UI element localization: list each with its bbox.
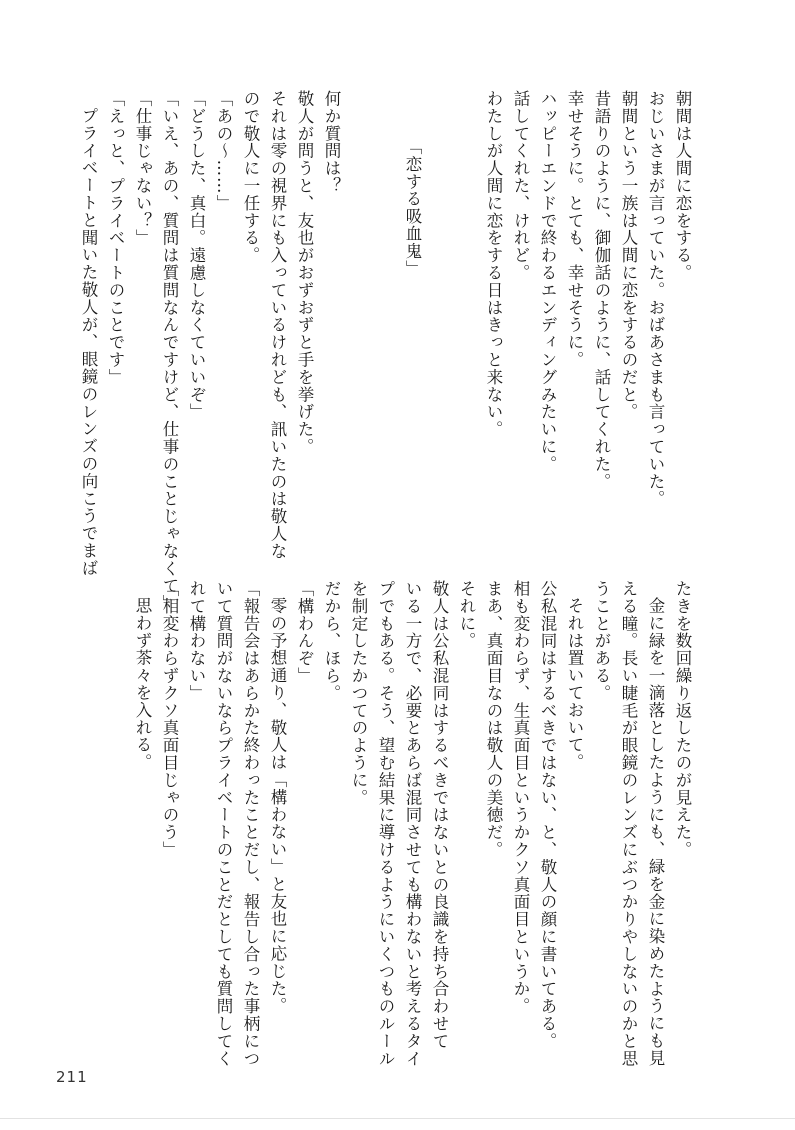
dialogue-line: 「いえ、あの、質問は質問なんですけど、仕事のことじゃなくて」 [160,90,179,612]
text-line: 敬人が問うと、友也がおずおずと手を挙げた。 [295,90,314,456]
text-line: 昔語りのように、御伽話のように、話してくれた。 [592,90,611,491]
text-line: 朝間は人間に恋をする。 [673,90,692,282]
text-line: 零の予想通り、敬人は「構わない」と友也に応じた。 [268,596,287,1015]
chapter-title: 「恋する吸血鬼」 [403,138,422,278]
text-line: 話してくれた、けれど。 [511,90,530,282]
text-line: まあ、真面目なのは敬人の美徳だ。 [484,580,503,859]
dialogue-line: 「あの～……」 [214,90,233,212]
dialogue-line: 「報告会はあらかた終わったことだし、報告し合った事柄につ [241,580,260,1068]
bottom-text-block [76,580,696,1068]
text-line: 敬人は公私混同はするべきではないとの良識を持ち合わせて [430,580,449,1050]
blank-line [453,90,480,550]
dialogue-line: 「構わんぞ」 [295,580,314,685]
text-line: わたしが人間に恋をする日はきっと来ない。 [484,90,503,438]
text-line: おじいさまが言っていた。おばあさまも言っていた。 [646,90,665,508]
text-line: たきを数回繰り返したのが見えた。 [673,580,692,859]
text-line: だから、ほら。 [322,580,341,702]
text-line: える瞳。長い睫毛が眼鏡のレンズにぶつかりやしないのかと思 [619,580,638,1068]
text-line: 幸せそうに。とても、幸せそうに。 [565,90,584,369]
text-line: それに。 [457,580,476,650]
text-line: 何か質問は？ [322,90,341,195]
footer-divider [0,1118,795,1119]
text-line: それは置いておいて。 [565,596,584,771]
text-line: れて構わない」 [187,580,206,702]
text-line: いる一方で、必要とあらば混同させても構わないと考えるタイ [403,580,422,1068]
blank-line [372,90,399,550]
text-line: 公私混同はするべきではない、と、敬人の顔に書いてある。 [538,580,557,1050]
dialogue-line: 「相変わらずクソ真面目じゃのう」 [160,580,179,859]
dialogue-line: 「仕事じゃない？」 [133,90,152,247]
text-line: プでもある。そう、望む結果に導けるようにいくつものルール [376,580,395,1068]
text-line: ので敬人に一任する。 [241,90,260,264]
page-number: 211 [56,1068,88,1086]
text-line: プライベートと聞いた敬人が、眼鏡のレンズの向こうでまば [79,106,98,577]
text-line: それは零の視界にも入っているけれども、訊いたのは敬人な [268,90,287,560]
dialogue-line: 「どうした、真白。遠慮しなくていいぞ」 [187,90,206,421]
blank-line [345,90,372,550]
text-line: 相も変わらず、生真面目というかクソ真面目というか。 [511,580,530,1015]
text-line: を制定したかつてのように。 [349,580,368,807]
top-text-block [76,90,696,612]
text-line: ハッピーエンドで終わるエンディングみたいに。 [538,90,557,473]
dialogue-line: 「えっと、プライベートのことです」 [106,90,125,386]
text-line: 思わず茶々を入れる。 [133,596,152,771]
text-line: うことがある。 [592,580,611,702]
text-line: 金に緑を一滴落としたようにも、緑を金に染めたようにも見 [646,596,665,1067]
blank-line [426,90,453,550]
text-line: いて質問がないならプライベートのことだとしても質問してく [214,580,233,1068]
text-line: 朝間という一族は人間に恋をするのだと。 [619,90,638,421]
